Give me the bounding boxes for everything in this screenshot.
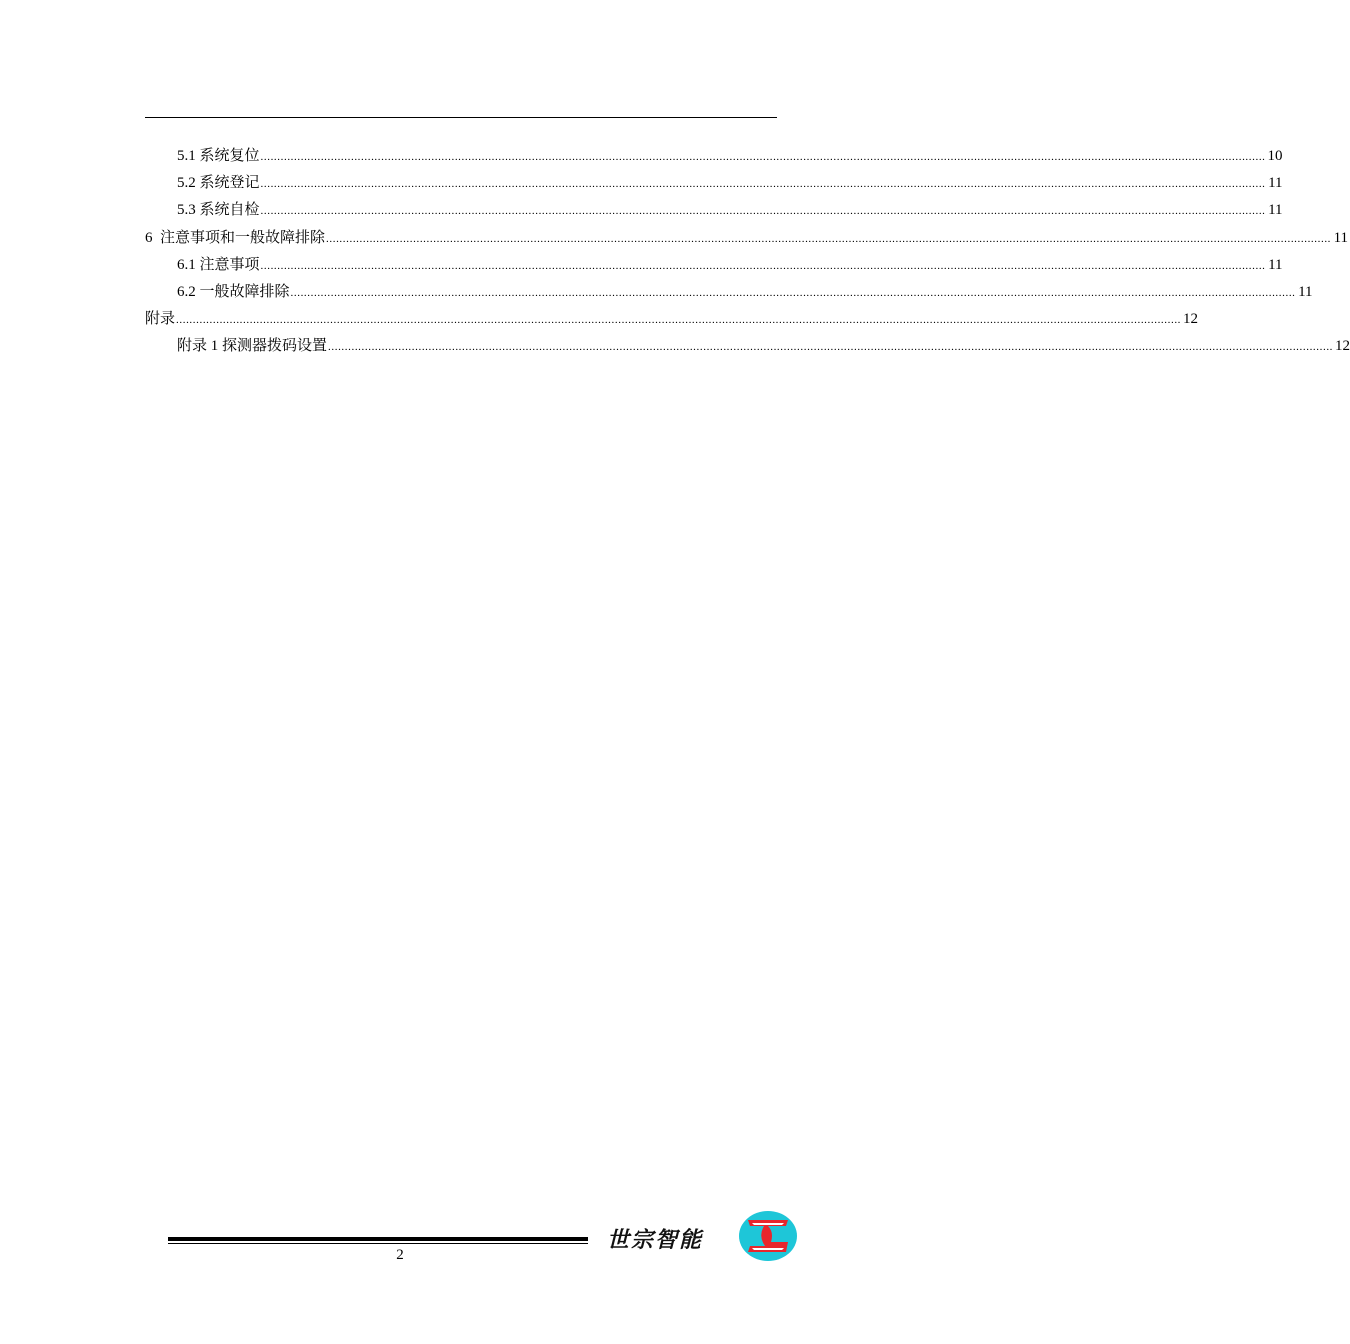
toc-leader-dots: ............................................................................................................................................................................................................................................................................................................	[260, 259, 1266, 272]
toc-entry-title: 6.1 注意事项	[177, 256, 260, 273]
toc-leader-dots: ............................................................................................................................................................................................................................................................................................................	[260, 151, 1266, 163]
toc-entry-page: 12	[1335, 338, 1350, 355]
toc-entry[interactable]	[145, 254, 1283, 281]
toc-entry-title: 6.2 一般故障排除	[177, 283, 290, 300]
brand-name: 世宗智能	[607, 1228, 704, 1253]
toc-entry[interactable]	[145, 199, 1283, 226]
toc-entry[interactable]	[145, 145, 1283, 172]
toc-leader-dots: ............................................................................................................................................................................................................................................................................................................	[260, 205, 1266, 218]
toc-entry-page: 11	[1298, 283, 1313, 300]
toc-entry-title: 附录 1 探测器拨码设置	[177, 338, 328, 355]
toc-entry-page: 10	[1267, 148, 1283, 164]
toc-entry-page: 11	[1333, 229, 1349, 246]
toc-entry[interactable]	[145, 172, 1283, 199]
toc-entry[interactable]	[145, 281, 1313, 308]
toc-entry[interactable]	[145, 227, 1349, 254]
company-logo-icon	[738, 1210, 798, 1262]
toc-entry[interactable]	[145, 335, 1350, 362]
footer-rule	[168, 1237, 588, 1246]
toc-entry-title: 5.3 系统自检	[177, 202, 260, 219]
toc-entry-page: 11	[1268, 202, 1283, 219]
toc-leader-dots: ............................................................................................................................................................................................................................................................................................................	[326, 232, 1332, 245]
toc-entry-title: 5.2 系统登记	[177, 175, 260, 192]
footer-rule-thin	[168, 1243, 588, 1244]
toc-entry[interactable]	[145, 308, 1199, 335]
footer-rule-thick	[168, 1237, 588, 1241]
header-rule	[145, 117, 777, 118]
toc-entry-page: 11	[1268, 175, 1283, 192]
toc-entry-title: 附录	[145, 311, 176, 328]
table-of-contents	[145, 145, 1350, 363]
toc-entry-page: 11	[1268, 256, 1283, 273]
toc-leader-dots: ............................................................................................................................................................................................................................................................................................................	[260, 178, 1266, 191]
toc-leader-dots: ............................................................................................................................................................................................................................................................................................................	[176, 314, 1182, 327]
page-number: 2	[396, 1247, 404, 1263]
toc-entry-page: 12	[1183, 311, 1199, 328]
toc-entry-title: 5.1 系统复位	[177, 148, 260, 164]
toc-leader-dots: ............................................................................................................................................................................................................................................................................................................	[328, 341, 1334, 354]
toc-entry-title: 6 注意事项和一般故障排除	[145, 229, 326, 246]
toc-leader-dots: ............................................................................................................................................................................................................................................................................................................	[290, 286, 1296, 299]
